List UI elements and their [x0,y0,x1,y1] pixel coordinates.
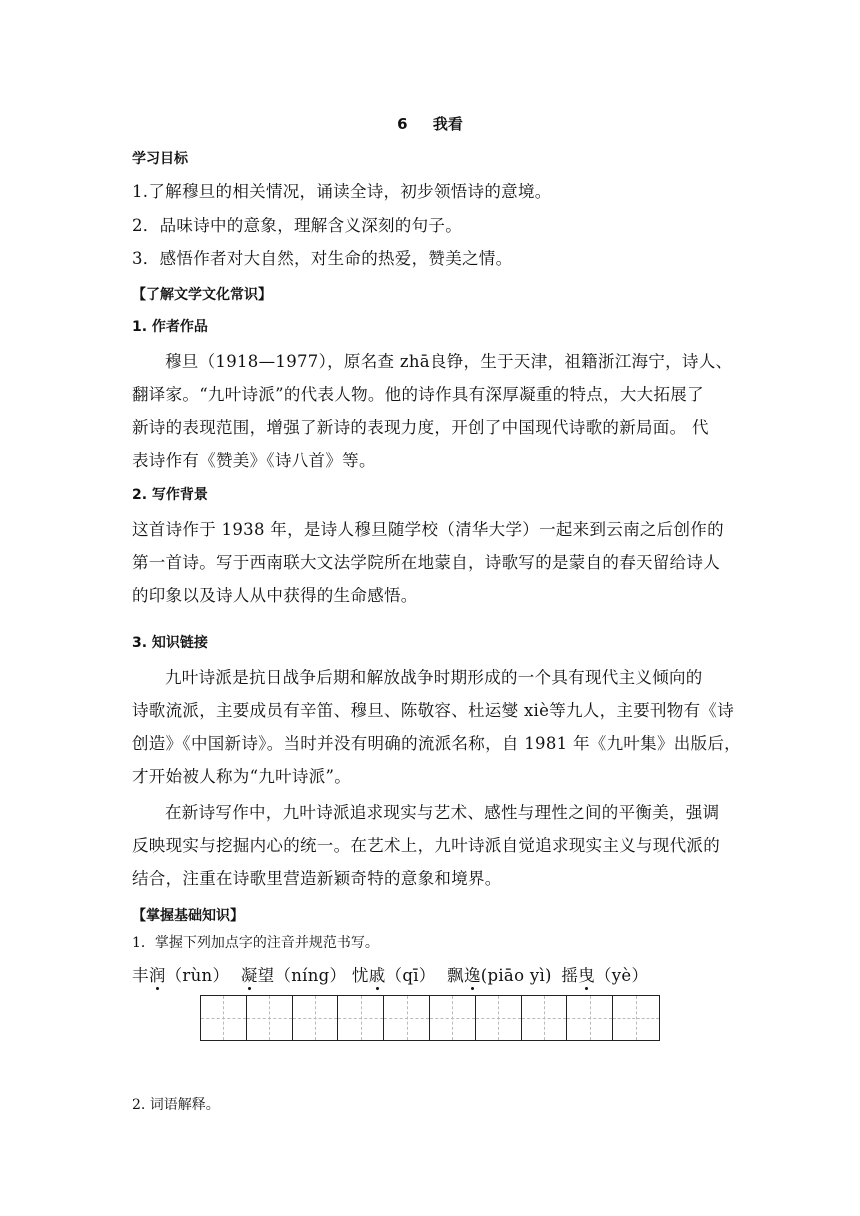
pinyin-item: 丰润（rùn） [132,966,230,985]
goal-item: 3．感悟作者对大自然，对生命的热爱，赞美之情。 [132,249,513,268]
question-1: 1．掌握下列加点字的注音并规范书写。 [132,935,379,951]
writing-cell[interactable] [476,996,522,1040]
author-line: 穆旦（1918—1977），原名查 zhā良铮，生于天津，祖籍浙江海宁，诗人、 [165,352,733,371]
writing-cell[interactable] [201,996,247,1040]
author-line: 表诗作有《赞美》《诗八首》等。 [132,451,376,470]
goal-item: 2．品味诗中的意象，理解含义深刻的句子。 [132,216,462,235]
writing-cell[interactable] [522,996,568,1040]
pinyin-item: 忧戚（qī） [351,966,436,985]
lesson-number: 6 [397,115,408,133]
links-line: 反映现实与挖掘内心的统一。在艺术上，九叶诗派自觉追求现实主义与现代派的 [132,836,720,855]
section1-heading: 【了解文学文化常识】 [132,287,272,303]
links-line: 诗歌流派，主要成员有辛笛、穆旦、陈敬容、杜运燮 xiè等九人，主要刊物有《诗 [132,701,734,720]
section2-heading: 【掌握基础知识】 [132,908,244,924]
links-heading: 3. 知识链接 [132,635,208,651]
writing-grid[interactable] [200,995,660,1041]
lesson-name: 我看 [432,115,463,133]
background-line: 这首诗作于 1938 年，是诗人穆旦随学校（清华大学）一起来到云南之后创作的 [132,520,724,539]
pinyin-item: 飘逸(piāo yì) [447,966,552,985]
background-line: 第一首诗。写于西南联大文法学院所在地蒙自，诗歌写的是蒙自的春天留给诗人 [132,553,720,572]
links-line: 结合，注重在诗歌里营造新颖奇特的意象和境界。 [132,869,502,888]
writing-cell[interactable] [384,996,430,1040]
lesson-title [0,113,860,134]
goals-heading: 学习目标 [132,151,188,167]
writing-cell[interactable] [247,996,293,1040]
writing-cell[interactable] [338,996,384,1040]
goal-item: 1.了解穆旦的相关情况，诵读全诗，初步领悟诗的意境。 [132,182,552,201]
question-2: 2. 词语解释。 [132,1097,220,1113]
writing-cell[interactable] [430,996,476,1040]
pinyin-row [132,962,648,986]
links-line: 才开始被人称为“九叶诗派”。 [132,767,352,786]
links-line: 九叶诗派是抗日战争后期和解放战争时期形成的一个具有现代主义倾向的 [165,668,703,687]
background-line: 的印象以及诗人从中获得的生命感悟。 [132,586,418,605]
author-line: 翻译家。“九叶诗派”的代表人物。他的诗作具有深厚凝重的特点，大大拓展了 [132,385,704,404]
writing-cell[interactable] [567,996,613,1040]
pinyin-item: 摇曳（yè） [561,966,649,985]
writing-cell[interactable] [293,996,339,1040]
writing-cell[interactable] [613,996,659,1040]
links-line: 创造》《中国新诗》。当时并没有明确的流派名称，自 1981 年《九叶集》出版后， [132,734,741,753]
links-line: 在新诗写作中，九叶诗派追求现实与艺术、感性与理性之间的平衡美，强调 [165,803,720,822]
pinyin-item: 凝望（níng） [240,966,347,985]
background-heading: 2. 写作背景 [132,487,208,503]
author-line: 新诗的表现范围，增强了新诗的表现力度，开创了中国现代诗歌的新局面。 代 [132,418,709,437]
author-heading: 1. 作者作品 [132,319,208,335]
